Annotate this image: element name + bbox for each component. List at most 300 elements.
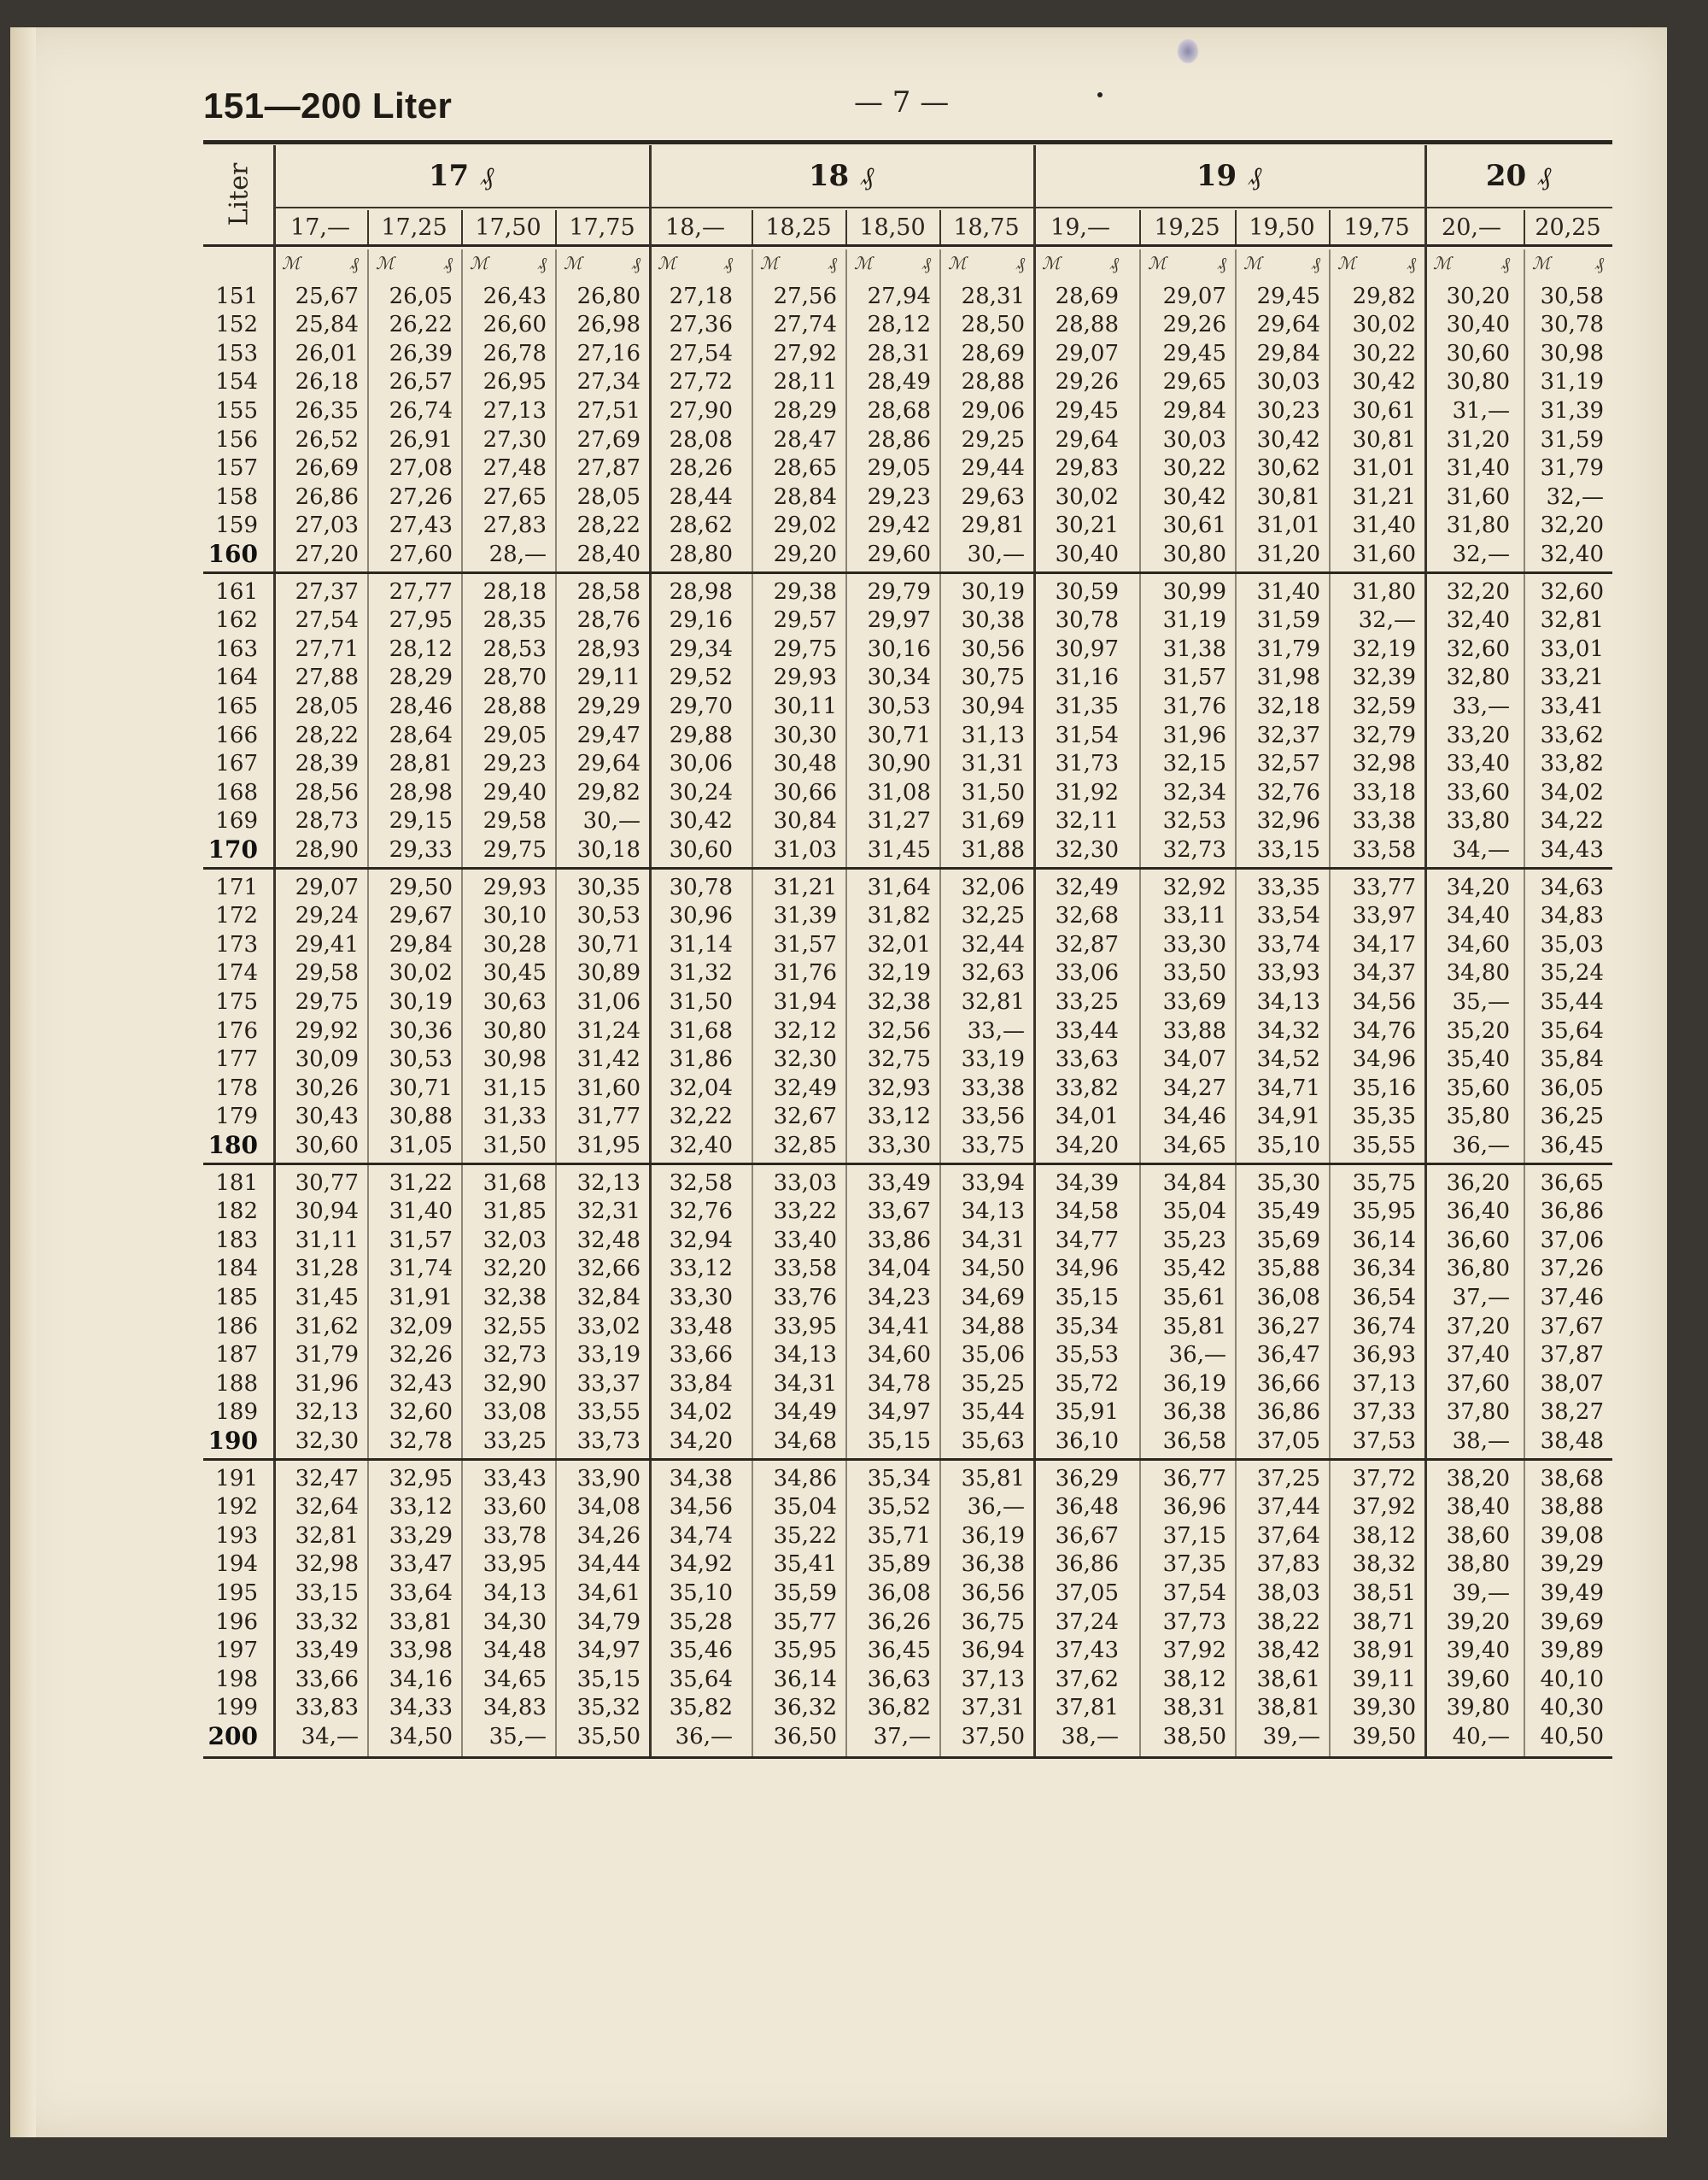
price-cell: 30,22 [1162, 455, 1226, 482]
price-cell: 34,80 [1446, 960, 1510, 987]
price-cell: 36,25 [1540, 1104, 1604, 1130]
price-cell: 34,92 [669, 1551, 733, 1578]
liter-value: 182 [215, 1198, 258, 1225]
price-cell: 35,80 [1446, 1104, 1510, 1130]
price-cell: 32,20 [1540, 513, 1604, 539]
price-cell: 32,76 [669, 1198, 733, 1225]
price-cell: 35,88 [1256, 1256, 1320, 1282]
price-cell: 32,06 [961, 874, 1025, 900]
price-cell: 38,31 [1162, 1695, 1226, 1721]
price-cell: 28,68 [867, 397, 931, 424]
price-cell: 35,55 [1352, 1132, 1416, 1158]
price-cell: 30,81 [1352, 426, 1416, 453]
price-cell: 33,60 [483, 1494, 547, 1521]
price-cell: 30,58 [1540, 283, 1604, 309]
price-cell: 35,— [488, 1723, 547, 1749]
price-cell: 31,79 [295, 1342, 359, 1368]
unit-header [1033, 249, 1127, 277]
pfennig-unit-symbol: ₰ [724, 252, 733, 273]
price-cell: 36,14 [1352, 1227, 1416, 1253]
price-cell: 29,97 [867, 607, 931, 634]
mark-symbol: ℳ [760, 253, 779, 273]
liter-value: 181 [215, 1169, 258, 1196]
price-cell: 36,45 [867, 1638, 931, 1664]
price-cell: 30,28 [483, 931, 547, 958]
price-cell: 32,30 [295, 1427, 359, 1454]
liter-value: 186 [215, 1313, 258, 1339]
liter-value: 168 [215, 779, 258, 806]
price-cell: 28,49 [867, 369, 931, 396]
price-cell: 31,38 [1162, 636, 1226, 662]
price-cell: 32,30 [1055, 836, 1119, 863]
price-cell: 26,01 [295, 340, 359, 366]
price-cell: 31,50 [669, 988, 733, 1015]
column-divider [845, 210, 847, 244]
price-cell: 30,94 [295, 1198, 359, 1225]
price-cell: 31,82 [867, 903, 931, 929]
price-cell: 28,46 [389, 693, 453, 719]
price-cell: 33,80 [1446, 808, 1510, 835]
price-cell: 35,46 [669, 1638, 733, 1664]
price-cell: 29,82 [576, 779, 640, 806]
price-cell: 34,83 [483, 1695, 547, 1721]
price-cell: 32,80 [1446, 665, 1510, 691]
price-cell: 28,12 [867, 312, 931, 338]
price-cell: 36,67 [1055, 1522, 1119, 1549]
price-cell: 31,54 [1055, 722, 1119, 748]
liter-value: 167 [215, 751, 258, 777]
liter-value: 166 [215, 722, 258, 748]
price-cell: 30,80 [1162, 541, 1226, 567]
price-cell: 34,46 [1162, 1104, 1226, 1130]
price-cell: 29,26 [1162, 312, 1226, 338]
price-cell: 30,53 [389, 1046, 453, 1073]
price-cell: 29,06 [961, 397, 1025, 424]
price-cell: 30,98 [483, 1046, 547, 1073]
price-cell: 33,29 [389, 1522, 453, 1549]
price-cell: 38,60 [1446, 1522, 1510, 1549]
price-cell: 33,06 [1055, 960, 1119, 987]
price-cell: 30,61 [1162, 513, 1226, 539]
price-cell: 31,22 [389, 1169, 453, 1196]
price-cell: 26,74 [389, 397, 453, 424]
price-cell: 29,23 [483, 751, 547, 777]
price-cell: 30,24 [669, 779, 733, 806]
price-cell: 31,42 [576, 1046, 640, 1073]
pfennig-unit-symbol: ₰ [922, 252, 931, 273]
price-cell: 27,18 [669, 283, 733, 309]
price-cell: 29,64 [576, 751, 640, 777]
price-header: 19,25 [1154, 214, 1220, 241]
price-cell: 26,57 [389, 369, 453, 396]
price-cell: 35,20 [1446, 1017, 1510, 1044]
price-cell: 36,86 [1540, 1198, 1604, 1225]
price-cell: 30,97 [1055, 636, 1119, 662]
column-divider [1139, 210, 1141, 244]
price-cell: 35,44 [961, 1399, 1025, 1426]
price-cell: 30,80 [483, 1017, 547, 1044]
price-cell: 31,76 [773, 960, 837, 987]
price-cell: 34,02 [1540, 779, 1604, 806]
price-cell: 33,49 [295, 1638, 359, 1664]
price-cell: 34,20 [1446, 874, 1510, 900]
price-cell: 34,01 [1055, 1104, 1119, 1130]
price-cell: 34,65 [1162, 1132, 1226, 1158]
price-cell: 33,67 [867, 1198, 931, 1225]
liter-value: 184 [215, 1256, 258, 1282]
ink-dot [1097, 92, 1103, 97]
price-cell: 33,88 [1162, 1017, 1226, 1044]
price-cell: 26,39 [389, 340, 453, 366]
price-cell: 31,80 [1446, 513, 1510, 539]
price-cell: 30,81 [1256, 483, 1320, 510]
price-cell: 30,71 [389, 1075, 453, 1101]
price-cell: 30,90 [867, 751, 931, 777]
price-cell: 27,54 [295, 607, 359, 634]
price-cell: 33,25 [483, 1427, 547, 1454]
price-cell: 33,41 [1540, 693, 1604, 719]
group-header-underline [1033, 207, 1424, 208]
column-divider [555, 210, 557, 244]
price-cell: 29,88 [669, 722, 733, 748]
price-cell: 33,98 [389, 1638, 453, 1664]
price-cell: 31,24 [576, 1017, 640, 1044]
price-cell: 40,30 [1540, 1695, 1604, 1721]
price-cell: 33,44 [1055, 1017, 1119, 1044]
price-cell: 28,29 [389, 665, 453, 691]
price-cell: 35,81 [1162, 1313, 1226, 1339]
price-cell: 29,84 [1162, 397, 1226, 424]
price-cell: 30,48 [773, 751, 837, 777]
price-cell: 35,34 [867, 1465, 931, 1491]
pfennig-unit-symbol: ₰ [538, 252, 547, 273]
price-cell: 35,15 [867, 1427, 931, 1454]
price-cell: 30,02 [1352, 312, 1416, 338]
mark-symbol: ℳ [282, 253, 301, 273]
group-price-label: 17 [428, 159, 470, 193]
price-cell: 36,— [675, 1723, 733, 1749]
price-cell: 31,62 [295, 1313, 359, 1339]
price-cell: 30,56 [961, 636, 1025, 662]
unit-header [1329, 249, 1424, 277]
price-cell: 35,95 [773, 1638, 837, 1664]
price-cell: 37,60 [1446, 1370, 1510, 1397]
price-cell: 31,20 [1256, 541, 1320, 567]
unit-header [649, 249, 741, 277]
price-cell: 34,13 [1256, 988, 1320, 1015]
price-cell: 31,40 [1352, 513, 1416, 539]
price-cell: 33,25 [1055, 988, 1119, 1015]
price-cell: 36,— [1168, 1342, 1226, 1368]
price-cell: 33,78 [483, 1522, 547, 1549]
column-divider [939, 210, 941, 244]
price-cell: 28,84 [773, 483, 837, 510]
price-cell: 28,11 [773, 369, 837, 396]
price-cell: 31,27 [867, 808, 931, 835]
price-cell: 38,20 [1446, 1465, 1510, 1491]
price-cell: 40,— [1452, 1723, 1510, 1749]
price-cell: 34,— [1452, 836, 1510, 863]
price-cell: 32,18 [1256, 693, 1320, 719]
price-cell: 31,31 [961, 751, 1025, 777]
price-cell: 30,94 [961, 693, 1025, 719]
price-cell: 35,04 [773, 1494, 837, 1521]
price-cell: 30,16 [867, 636, 931, 662]
liter-value: 165 [215, 693, 258, 719]
price-cell: 31,60 [1352, 541, 1416, 567]
price-cell: 36,65 [1540, 1169, 1604, 1196]
price-cell: 32,48 [576, 1227, 640, 1253]
price-cell: 37,87 [1540, 1342, 1604, 1368]
price-cell: 39,40 [1446, 1638, 1510, 1664]
price-cell: 34,16 [389, 1666, 453, 1692]
price-cell: 31,03 [773, 836, 837, 863]
price-header: 17,25 [381, 214, 447, 241]
price-cell: 30,60 [295, 1132, 359, 1158]
price-cell: 36,38 [1162, 1399, 1226, 1426]
price-cell: 35,71 [867, 1522, 931, 1549]
price-cell: 31,19 [1540, 369, 1604, 396]
price-cell: 34,76 [1352, 1017, 1416, 1044]
liter-value: 187 [215, 1342, 258, 1368]
price-cell: 29,84 [1256, 340, 1320, 366]
price-cell: 39,89 [1540, 1638, 1604, 1664]
price-cell: 29,83 [1055, 455, 1119, 482]
price-cell: 28,73 [295, 808, 359, 835]
price-cell: 32,49 [773, 1075, 837, 1101]
price-cell: 33,18 [1352, 779, 1416, 806]
price-cell: 32,34 [1162, 779, 1226, 806]
price-cell: 26,86 [295, 483, 359, 510]
price-cell: 29,67 [389, 903, 453, 929]
liter-value: 196 [215, 1609, 258, 1635]
column-divider [461, 210, 463, 244]
mark-symbol: ℳ [470, 253, 488, 273]
price-cell: 31,57 [773, 931, 837, 958]
price-cell: 37,33 [1352, 1399, 1416, 1426]
price-cell: 29,75 [773, 636, 837, 662]
price-cell: 29,15 [389, 808, 453, 835]
price-cell: 26,52 [295, 426, 359, 453]
price-cell: 39,— [1262, 1723, 1320, 1749]
liter-value: 192 [215, 1494, 258, 1521]
price-cell: 35,50 [576, 1723, 640, 1749]
price-cell: 38,— [1061, 1723, 1119, 1749]
price-cell: 34,63 [1540, 874, 1604, 900]
price-header: 18,50 [859, 214, 926, 241]
price-cell: 38,80 [1446, 1551, 1510, 1578]
price-cell: 37,50 [961, 1723, 1025, 1749]
price-cell: 32,37 [1256, 722, 1320, 748]
column-divider [1524, 210, 1525, 244]
liter-value: 171 [215, 874, 258, 900]
price-cell: 33,30 [867, 1132, 931, 1158]
price-cell: 30,80 [1446, 369, 1510, 396]
price-cell: 35,— [1452, 988, 1510, 1015]
price-cell: 36,63 [867, 1666, 931, 1692]
liter-value: 177 [215, 1046, 258, 1073]
price-cell: 33,19 [961, 1046, 1025, 1073]
price-cell: 33,— [1452, 693, 1510, 719]
price-cell: 32,73 [483, 1342, 547, 1368]
price-cell: 34,50 [389, 1723, 453, 1749]
price-cell: 34,04 [867, 1256, 931, 1282]
price-cell: 31,21 [773, 874, 837, 900]
pfennig-unit-symbol: ₰ [632, 252, 640, 273]
price-cell: 36,20 [1446, 1169, 1510, 1196]
price-cell: 28,50 [961, 312, 1025, 338]
price-cell: 30,03 [1256, 369, 1320, 396]
price-cell: 31,80 [1352, 578, 1416, 605]
unit-header [752, 249, 845, 277]
price-cell: 29,81 [961, 513, 1025, 539]
price-cell: 36,60 [1446, 1227, 1510, 1253]
price-cell: 29,45 [1256, 283, 1320, 309]
price-cell: 30,45 [483, 960, 547, 987]
price-cell: 34,44 [576, 1551, 640, 1578]
price-cell: 30,10 [483, 903, 547, 929]
price-cell: 33,19 [576, 1342, 640, 1368]
price-cell: 31,21 [1352, 483, 1416, 510]
price-cell: 33,47 [389, 1551, 453, 1578]
price-cell: 27,94 [867, 283, 931, 309]
price-cell: 35,64 [669, 1666, 733, 1692]
price-cell: 31,— [1452, 397, 1510, 424]
price-cell: 28,31 [867, 340, 931, 366]
price-cell: 39,20 [1446, 1609, 1510, 1635]
pfennig-unit-symbol: ₰ [1407, 252, 1416, 273]
liter-value: 180 [208, 1131, 258, 1160]
price-cell: 34,58 [1055, 1198, 1119, 1225]
price-cell: 32,67 [773, 1104, 837, 1130]
price-cell: 32,64 [295, 1494, 359, 1521]
price-cell: 31,60 [1446, 483, 1510, 510]
price-cell: 29,05 [867, 455, 931, 482]
liter-value: 197 [215, 1638, 258, 1664]
price-cell: 39,30 [1352, 1695, 1416, 1721]
liter-value: 191 [215, 1465, 258, 1491]
price-cell: 38,42 [1256, 1638, 1320, 1664]
column-divider [1329, 210, 1331, 244]
price-cell: 29,11 [576, 665, 640, 691]
price-cell: 34,27 [1162, 1075, 1226, 1101]
price-cell: 37,20 [1446, 1313, 1510, 1339]
pfennig-symbol: ₰ [481, 161, 494, 191]
price-cell: 34,41 [867, 1313, 931, 1339]
liter-value: 155 [215, 397, 258, 424]
price-cell: 34,23 [867, 1284, 931, 1310]
column-divider [1235, 210, 1237, 244]
mark-symbol: ℳ [1433, 253, 1452, 273]
liter-value: 190 [208, 1427, 258, 1456]
price-cell: 32,55 [483, 1313, 547, 1339]
price-cell: 37,83 [1256, 1551, 1320, 1578]
price-cell: 33,74 [1256, 931, 1320, 958]
price-cell: 33,11 [1162, 903, 1226, 929]
price-cell: 28,88 [961, 369, 1025, 396]
price-cell: 27,08 [389, 455, 453, 482]
price-cell: 31,59 [1540, 426, 1604, 453]
price-cell: 34,38 [669, 1465, 733, 1491]
price-cell: 29,44 [961, 455, 1025, 482]
price-cell: 29,70 [669, 693, 733, 719]
price-cell: 37,92 [1162, 1638, 1226, 1664]
price-cell: 34,78 [867, 1370, 931, 1397]
price-cell: 29,07 [1162, 283, 1226, 309]
price-cell: 27,36 [669, 312, 733, 338]
price-cell: 30,42 [669, 808, 733, 835]
pfennig-unit-symbol: ₰ [1501, 252, 1510, 273]
price-cell: 33,55 [576, 1399, 640, 1426]
price-cell: 32,84 [576, 1284, 640, 1310]
price-cell: 36,93 [1352, 1342, 1416, 1368]
price-cell: 34,77 [1055, 1227, 1119, 1253]
price-cell: 38,22 [1256, 1609, 1320, 1635]
price-cell: 31,50 [961, 779, 1025, 806]
header-rule [203, 140, 1612, 144]
price-cell: 33,08 [483, 1399, 547, 1426]
liter-value: 188 [215, 1370, 258, 1397]
price-cell: 26,98 [576, 312, 640, 338]
price-cell: 28,98 [389, 779, 453, 806]
price-cell: 27,37 [295, 578, 359, 605]
price-cell: 30,26 [295, 1075, 359, 1101]
price-cell: 31,59 [1256, 607, 1320, 634]
price-cell: 36,75 [961, 1609, 1025, 1635]
price-cell: 37,31 [961, 1695, 1025, 1721]
price-cell: 34,84 [1162, 1169, 1226, 1196]
price-cell: 29,42 [867, 513, 931, 539]
price-cell: 31,40 [1446, 455, 1510, 482]
price-cell: 28,98 [669, 578, 733, 605]
unit-header [1235, 249, 1329, 277]
price-cell: 34,— [301, 1723, 359, 1749]
unit-header [939, 249, 1033, 277]
price-cell: 32,85 [773, 1132, 837, 1158]
price-cell: 32,81 [961, 988, 1025, 1015]
price-header: 17,50 [475, 214, 541, 241]
price-cell: 28,26 [669, 455, 733, 482]
price-cell: 30,89 [576, 960, 640, 987]
price-cell: 32,39 [1352, 665, 1416, 691]
price-cell: 32,30 [773, 1046, 837, 1073]
price-cell: 33,12 [867, 1104, 931, 1130]
price-cell: 38,88 [1540, 1494, 1604, 1521]
liter-value: 195 [215, 1579, 258, 1606]
price-cell: 31,16 [1055, 665, 1119, 691]
price-cell: 34,31 [773, 1370, 837, 1397]
price-cell: 30,98 [1540, 340, 1604, 366]
price-cell: 37,92 [1352, 1494, 1416, 1521]
price-cell: 29,33 [389, 836, 453, 863]
price-cell: 36,50 [773, 1723, 837, 1749]
price-cell: 32,44 [961, 931, 1025, 958]
liter-value: 194 [215, 1551, 258, 1578]
price-cell: 33,81 [389, 1609, 453, 1635]
price-cell: 30,11 [773, 693, 837, 719]
price-cell: 31,69 [961, 808, 1025, 835]
price-cell: 37,72 [1352, 1465, 1416, 1491]
price-cell: 33,64 [389, 1579, 453, 1606]
price-header: 18,75 [953, 214, 1020, 241]
price-cell: 27,88 [295, 665, 359, 691]
price-cell: 33,20 [1446, 722, 1510, 748]
price-cell: 38,40 [1446, 1494, 1510, 1521]
price-cell: 36,45 [1540, 1132, 1604, 1158]
price-cell: 31,01 [1352, 455, 1416, 482]
price-cell: 28,47 [773, 426, 837, 453]
price-cell: 27,74 [773, 312, 837, 338]
